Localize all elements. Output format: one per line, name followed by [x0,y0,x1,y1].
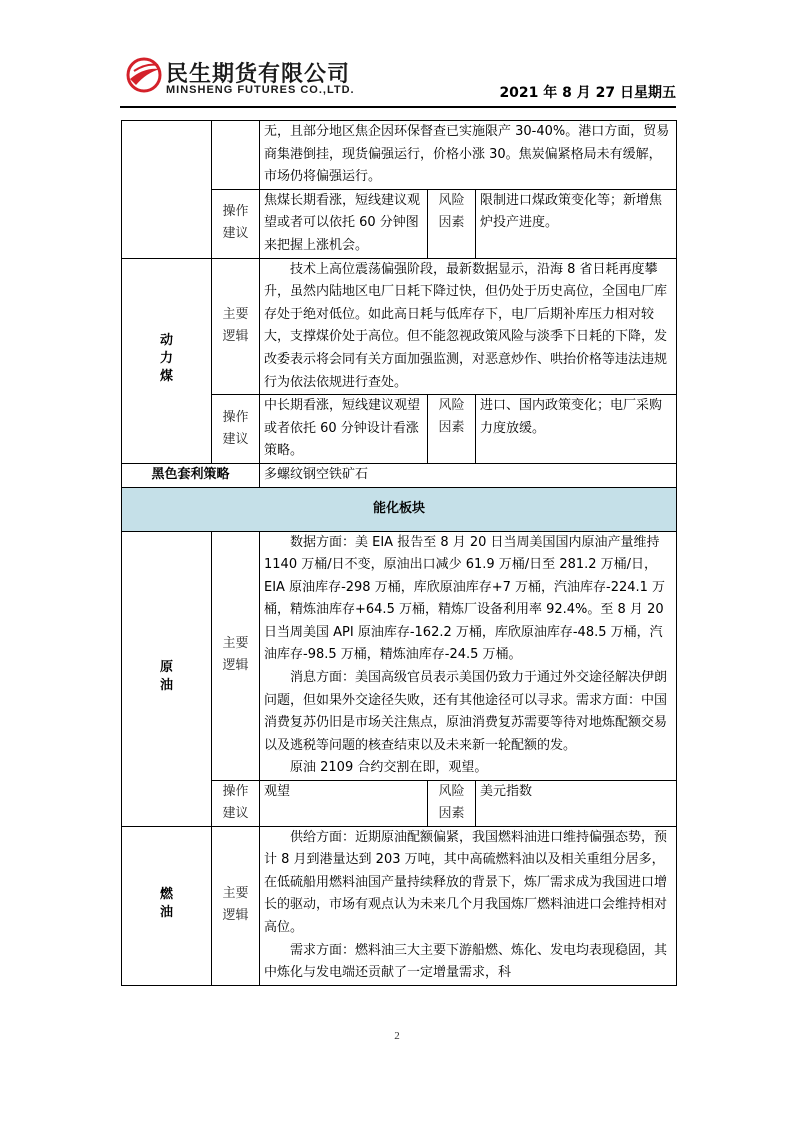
fuel-oil-logic [260,826,677,985]
company-logo [120,55,380,101]
thermal-coal-category: 动力煤 [122,258,212,463]
crude-advice-label: 操作建议 [212,781,260,827]
page-number: 2 [394,1030,400,1042]
minsheng-logo-icon [126,57,162,93]
arbitrage-value: 多螺纹钢空铁矿石 [260,463,677,487]
crude-risk-label: 风险因素 [428,781,476,827]
crude-logic-data: 数据方面：美 EIA 报告至 8 月 20 日当周美国国内原油产量维持 1140 万桶/日不变，原油出口减少 61.9 万桶/日至 281.2 万桶/日，EIA 原油库存-298 万桶，库欣原油库存+7 万桶，汽油库存-224.1 万桶，精炼油库存+64.5 万桶，精炼厂设备利用率 92.4%。至 8 月 20 日当周美国 API 原油库存-162.2 万桶，库欣原油库存-48.5 万桶，汽油库存-98.5 万桶，精炼油库存-24.5 万桶。 [264,534,666,663]
crude-advice: 观望 [260,781,428,827]
crude-logic-news: 消息方面：美国高级官员表示美国仍致力于通过外交途径解决伊朗问题，但如果外交途径失败，还有其他途径可以寻求。需求方面：中国消费复苏仍旧是市场关注焦点，原油消费复苏需要等待对地炼配额交易以及逃税等问题的核查结束以及未来新一轮配额的发。 [264,670,668,753]
page-header [120,55,676,105]
coke-logic: 无，且部分地区焦企因环保督查已实施限产 30-40%。港口方面，贸易商集港倒挂，现货偏强运行，价格小涨 30。焦炭偏紧格局未有缓解，市场仍将偏强运行。 [260,121,677,190]
arbitrage-label: 黑色套利策略 [122,463,260,487]
header-rule [120,106,676,108]
thermal-coal-logic-label: 主要逻辑 [212,258,260,395]
company-name-cn: 民生期货有限公司 [166,62,351,87]
crude-logic-conclusion: 原油 2109 合约交割在即，观望。 [290,760,488,776]
coke-logic-row [122,121,677,190]
fuel-oil-category: 燃油 [122,826,212,985]
company-name-en: MINSHENG FUTURES CO.,LTD. [166,84,355,96]
fuel-oil-logic-row [122,826,677,985]
coke-advice: 焦煤长期看涨，短线建议观望或者可以依托 60 分钟图来把握上涨机会。 [260,189,428,258]
fuel-oil-supply: 供给方面：近期原油配额偏紧，我国燃料油进口维持偏强态势，预计 8 月到港量达到 203 万吨，其中高硫燃料油以及相关重组分居多，在低硫船用燃料油国产量持续释放的背景下，炼厂需求成为我国进口增长的驱动，市场有观点认为未来几个月我国炼厂燃料油进口会维持相对高位。 [264,829,668,935]
report-date: 2021 年 8 月 27 日星期五 [499,85,676,101]
thermal-coal-advice-label: 操作建议 [212,395,260,464]
coke-logic-label-cell [212,121,260,190]
arbitrage-row [122,463,677,487]
thermal-coal-risk: 进口、国内政策变化；电厂采购力度放缓。 [476,395,677,464]
thermal-coal-advice: 中长期看涨，短线建议观望或者依托 60 分钟设计看涨策略。 [260,395,428,464]
crude-risk: 美元指数 [476,781,677,827]
section-title: 能化板块 [122,487,677,531]
fuel-oil-demand: 需求方面：燃料油三大主要下游船燃、炼化、发电均表现稳固，其中炼化与发电端还贡献了一定增量需求，科 [264,942,668,981]
crude-logic [260,531,677,781]
crude-logic-label: 主要逻辑 [212,531,260,781]
fuel-oil-logic-label: 主要逻辑 [212,826,260,985]
section-row [122,487,677,531]
coke-risk-label: 风险因素 [428,189,476,258]
thermal-coal-risk-label: 风险因素 [428,395,476,464]
coke-advice-label: 操作建议 [212,189,260,258]
crude-logic-row [122,531,677,781]
thermal-coal-logic-row [122,258,677,395]
strategy-table [121,120,677,986]
coke-risk: 限制进口煤政策变化等；新增焦炉投产进度。 [476,189,677,258]
coke-category-cell [122,121,212,259]
crude-category: 原油 [122,531,212,826]
thermal-coal-logic: 技术上高位震荡偏强阶段，最新数据显示，沿海 8 省日耗再度攀升，虽然内陆地区电厂日耗下降过快，但仍处于历史高位，全国电厂库存处于绝对低位。如此高日耗与低库存下，电厂后期补库压力相对较大，支撑煤价处于高位。但不能忽视政策风险与淡季下日耗的下降，发改委表示将会同有关方面加强监测，对恶意炒作、哄抬价格等违法违规行为依法依规进行查处。 [260,258,677,395]
